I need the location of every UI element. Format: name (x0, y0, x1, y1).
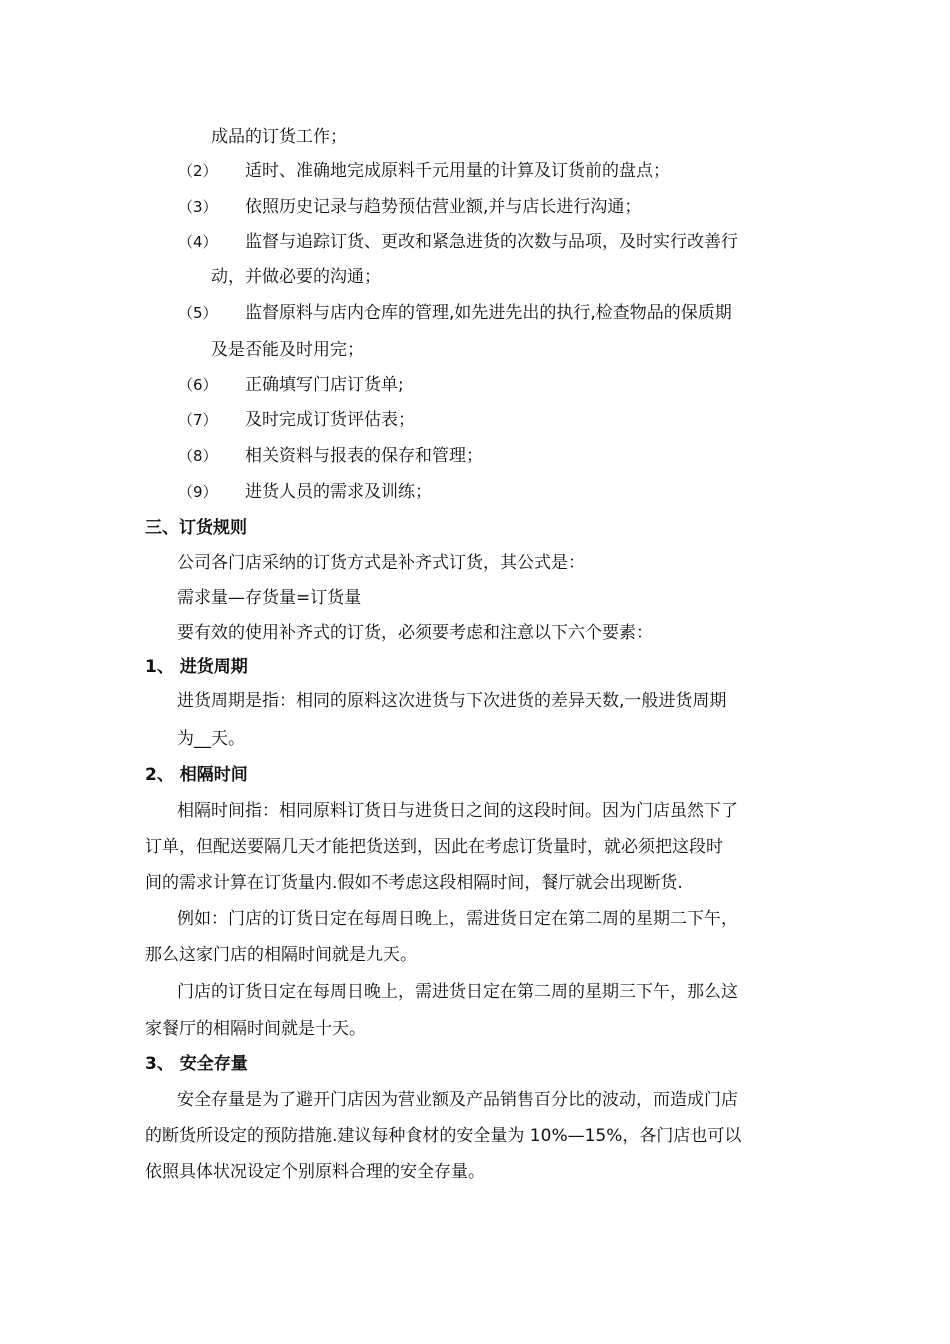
item-number-9: （9） (178, 483, 218, 501)
item-4-text-cont: 动，并做必要的沟通； (211, 267, 381, 287)
item-7-text: 及时完成订货评估表； (245, 410, 415, 430)
item-number-3: （3） (178, 198, 218, 216)
item-9-text: 进货人员的需求及训练； (245, 482, 432, 502)
subheading-safety-stock: 3、 安全存量 (145, 1054, 248, 1074)
paragraph: 家餐厅的相隔时间就是十天。 (145, 1019, 366, 1039)
item-number-5: （5） (178, 304, 218, 322)
formula: 需求量—存货量=订货量 (177, 588, 362, 608)
item-4-text: 监督与追踪订货、更改和紧急进货的次数与品项，及时实行改善行 (245, 232, 738, 252)
paragraph: 相隔时间指：相同原料订货日与进货日之间的这段时间。因为门店虽然下了 (177, 801, 738, 821)
item-5-text-cont: 及是否能及时用完； (211, 340, 364, 360)
paragraph: 进货周期是指：相同的原料这次进货与下次进货的差异天数,一般进货周期 (177, 691, 727, 711)
paragraph: 那么这家门店的相隔时间就是九天。 (145, 945, 417, 965)
subheading-lead-time: 2、 相隔时间 (145, 765, 248, 785)
item-number-4: （4） (178, 233, 218, 251)
item-number-7: （7） (178, 411, 218, 429)
item-3-text: 依照历史记录与趋势预估营业额,并与店长进行沟通； (245, 197, 642, 217)
item-number-2: （2） (178, 162, 218, 180)
paragraph: 安全存量是为了避开门店因为营业额及产品销售百分比的波动，而造成门店 (177, 1090, 738, 1110)
item-6-text: 正确填写门店订货单; (245, 375, 404, 395)
paragraph: 要有效的使用补齐式的订货，必须要考虑和注意以下六个要素： (177, 623, 653, 643)
item-2-text: 适时、准确地完成原料千元用量的计算及订货前的盘点； (245, 161, 670, 181)
continuation-line: 成品的订货工作； (211, 127, 347, 147)
paragraph: 例如：门店的订货日定在每周日晚上，需进货日定在第二周的星期二下午， (177, 909, 738, 929)
section-heading-ordering-rules: 三、订货规则 (145, 518, 247, 538)
paragraph: 订单，但配送要隔几天才能把货送到，因此在考虑订货量时，就必须把这段时 (145, 837, 723, 857)
paragraph: 的断货所设定的预防措施.建议每种食材的安全量为 10%—15%，各门店也可以 (145, 1126, 742, 1146)
paragraph: 间的需求计算在订货量内.假如不考虑这段相隔时间，餐厅就会出现断货. (145, 873, 683, 893)
subheading-delivery-cycle: 1、 进货周期 (145, 657, 248, 677)
paragraph: 公司各门店采纳的订货方式是补齐式订货，其公式是： (177, 553, 585, 573)
paragraph: 门店的订货日定在每周日晚上，需进货日定在第二周的星期三下午，那么这 (177, 982, 738, 1002)
item-5-text: 监督原料与店内仓库的管理,如先进先出的执行,检查物品的保质期 (245, 303, 732, 323)
item-8-text: 相关资料与报表的保存和管理； (245, 446, 483, 466)
item-number-8: （8） (178, 447, 218, 465)
item-number-6: （6） (178, 376, 218, 394)
paragraph: 依照具体状况设定个别原料合理的安全存量。 (145, 1162, 485, 1182)
paragraph: 为__天。 (177, 729, 245, 749)
